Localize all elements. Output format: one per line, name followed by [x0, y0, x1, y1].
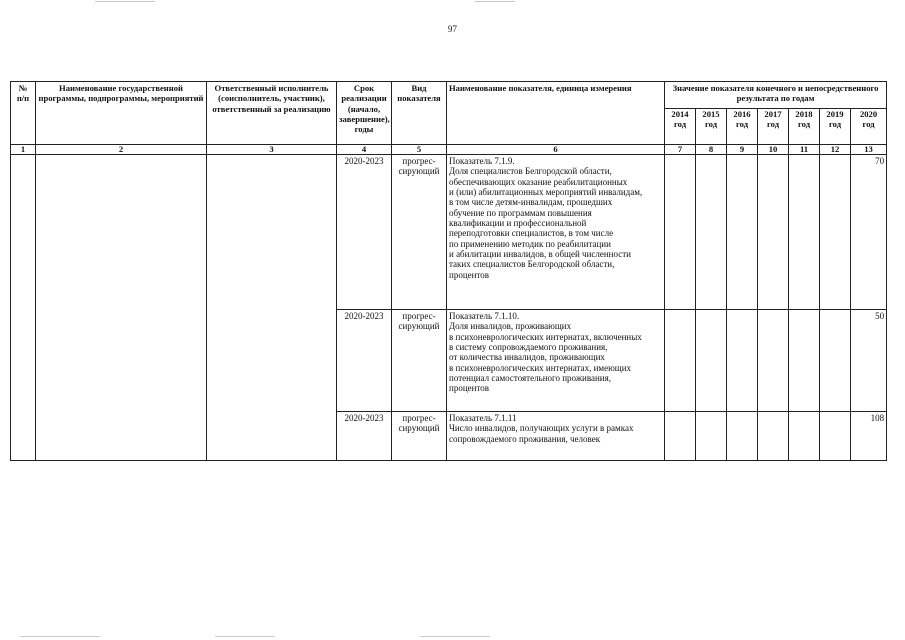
- cell-indicator-name: Показатель 7.1.9. Доля специалистов Белгородской области, обеспечивающих оказание реабилитационных и (или) абилитационных мероприятий инвалидам, в том числе детям-инвалидам, прошедших обучение по программам повышения квалификации и профессиональной переподготовки специалистов, в том числе по применению методик по реабилитации и абилитации инвалидов, в общей численности таких специалистов Белгородской области, процентов: [447, 155, 665, 310]
- cell-value-2014: [665, 155, 696, 310]
- cell-value-2019: [820, 412, 851, 461]
- column-number: 3: [207, 145, 337, 155]
- column-number: 7: [665, 145, 696, 155]
- header-indicator-name: Наименование показателя, единица измерения: [447, 82, 665, 145]
- cell-value-2016: [727, 412, 758, 461]
- header-term: Срок реализации (начало, завершение), годы: [337, 82, 392, 145]
- cell-value-2018: [789, 412, 820, 461]
- header-year: 2017 год: [758, 109, 789, 145]
- cell-indicator-name: Показатель 7.1.10. Доля инвалидов, проживающих в психоневрологических интернатах, включенных в систему сопровождаемого проживания, от количества инвалидов, проживающих в психоневрологических интернатах, имеющих потенциал самостоятельного проживания, процентов: [447, 310, 665, 412]
- header-row-1: [11, 82, 887, 109]
- cell-value-2015: [696, 310, 727, 412]
- indicators-table: [10, 81, 887, 461]
- page-number: 97: [448, 24, 457, 34]
- column-number: 2: [36, 145, 207, 155]
- column-number: 6: [447, 145, 665, 155]
- cell-number: [11, 155, 36, 461]
- cell-term: 2020-2023: [337, 155, 392, 310]
- header-responsible: Ответственный исполнитель (соисполнитель, участник), ответственный за реализацию: [207, 82, 337, 145]
- cell-responsible: [207, 155, 337, 461]
- cell-value-2017: [758, 155, 789, 310]
- scan-artifact-top: [95, 1, 155, 2]
- column-number: 5: [392, 145, 447, 155]
- header-year: 2014 год: [665, 109, 696, 145]
- scan-artifact-bottom: [420, 636, 490, 637]
- cell-indicator-name: Показатель 7.1.11 Число инвалидов, получающих услуги в рамках сопровождаемого проживания, человек: [447, 412, 665, 461]
- cell-value-2018: [789, 155, 820, 310]
- column-number: 8: [696, 145, 727, 155]
- cell-value-2018: [789, 310, 820, 412]
- cell-value-2020: 50: [851, 310, 887, 412]
- column-number: 11: [789, 145, 820, 155]
- column-number: 10: [758, 145, 789, 155]
- header-values-group: Значение показателя конечного и непосредственного результата по годам: [665, 82, 887, 109]
- cell-term: 2020-2023: [337, 412, 392, 461]
- cell-value-2014: [665, 310, 696, 412]
- cell-indicator-kind: прогрес- сирующий: [392, 412, 447, 461]
- header-year: 2016 год: [727, 109, 758, 145]
- cell-value-2019: [820, 155, 851, 310]
- cell-value-2019: [820, 310, 851, 412]
- header-number: № п/п: [11, 82, 36, 145]
- cell-value-2020: 108: [851, 412, 887, 461]
- scan-artifact-bottom: [20, 636, 100, 637]
- cell-value-2017: [758, 310, 789, 412]
- cell-value-2015: [696, 155, 727, 310]
- column-number: 13: [851, 145, 887, 155]
- header-year: 2020 год: [851, 109, 887, 145]
- cell-indicator-kind: прогрес- сирующий: [392, 310, 447, 412]
- header-indicator-kind: Вид показателя: [392, 82, 447, 145]
- column-numbers-row: [11, 145, 887, 155]
- scan-artifact-bottom: [215, 636, 275, 637]
- column-number: 1: [11, 145, 36, 155]
- cell-value-2015: [696, 412, 727, 461]
- column-number: 4: [337, 145, 392, 155]
- scan-artifact-top: [475, 1, 515, 2]
- column-number: 9: [727, 145, 758, 155]
- cell-value-2017: [758, 412, 789, 461]
- table-row: [11, 155, 887, 310]
- cell-value-2016: [727, 310, 758, 412]
- column-number: 12: [820, 145, 851, 155]
- cell-term: 2020-2023: [337, 310, 392, 412]
- cell-value-2016: [727, 155, 758, 310]
- cell-value-2020: 70: [851, 155, 887, 310]
- header-year: 2019 год: [820, 109, 851, 145]
- cell-program-name: [36, 155, 207, 461]
- header-year: 2015 год: [696, 109, 727, 145]
- cell-indicator-kind: прогрес- сирующий: [392, 155, 447, 310]
- cell-value-2014: [665, 412, 696, 461]
- header-program-name: Наименование государственной программы, подпрограммы, мероприятий: [36, 82, 207, 145]
- header-year: 2018 год: [789, 109, 820, 145]
